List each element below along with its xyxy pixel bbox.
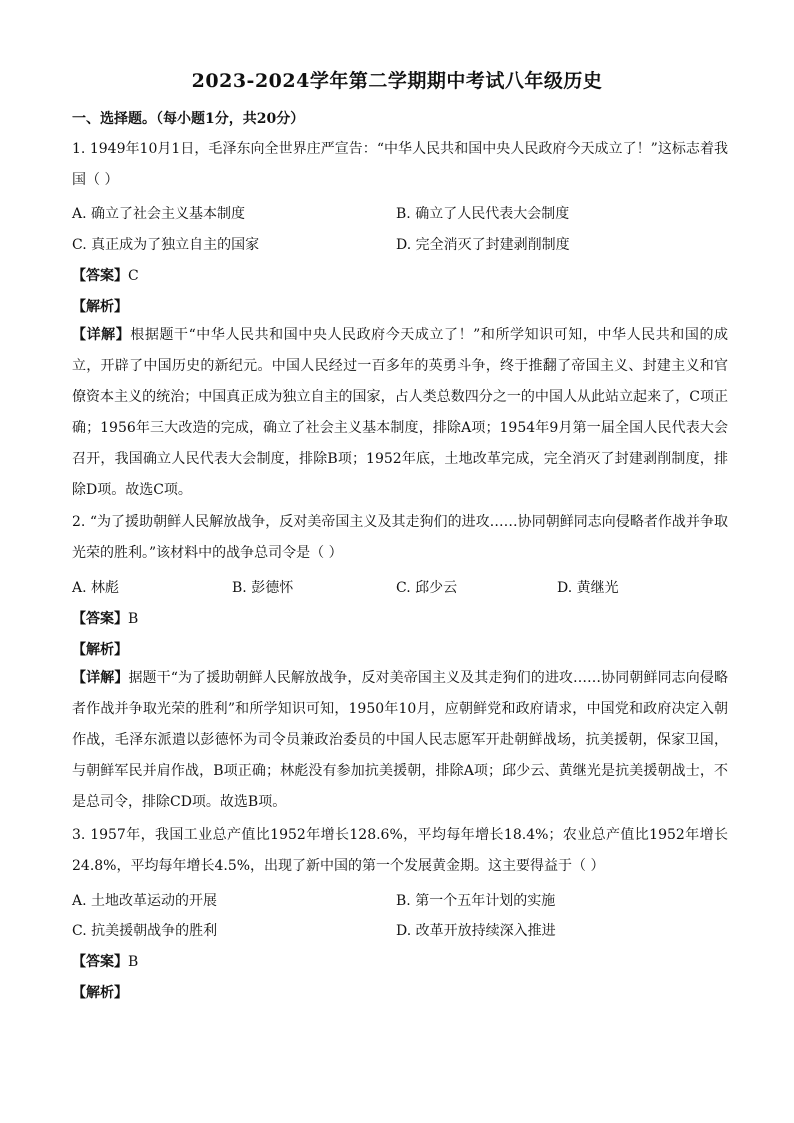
answer-value: B [128,954,139,970]
question-1-stem: 1. 1949年10月1日，毛泽东向全世界庄严宣告：“中华人民共和国中央人民政府今天成立了！”这标志着我国（ ） [72,141,728,188]
q1-option-d: D. 完全消灭了封建剥削制度 [396,237,570,253]
detail-label: 【详解】 [72,327,131,343]
answer-label: 【答案】 [72,954,128,970]
answer-label: 【答案】 [72,268,128,284]
q2-detail [72,663,728,818]
q3-option-b: B. 第一个五年计划的实施 [396,893,556,909]
detail-text: 据题干“为了援助朝鲜人民解放战争，反对美帝国主义及其走狗们的进攻……协同朝鲜同志向侵略者作战并争取光荣的胜利”和所学知识可知，1950年10月，应朝鲜党和政府请求，中国党和政府决定入朝作战，毛泽东派遣以彭德怀为司令员兼政治委员的中国人民志愿军开赴朝鲜战场，抗美援朝，保家卫国，与朝鲜军民并肩作战，B项正确；林彪没有参加抗美援朝，排除A项；邱少云、黄继光是抗美援朝战士，不是总司令，排除CD项。故选B项。 [72,670,729,810]
q1-option-b: B. 确立了人民代表大会制度 [396,206,570,222]
q3-analysis-label: 【解析】 [72,985,128,1001]
q2-option-c: C. 邱少云 [396,580,458,596]
q3-option-c: C. 抗美援朝战争的胜利 [72,923,218,939]
answer-value: B [128,611,139,627]
q3-option-d: D. 改革开放持续深入推进 [396,923,556,939]
detail-label: 【详解】 [72,670,129,686]
question-2-stem: 2. “为了援助朝鲜人民解放战争，反对美帝国主义及其走狗们的进攻……协同朝鲜同志向侵略者作战并争取光荣的胜利。”该材料中的战争总司令是（ ） [72,514,728,561]
q1-answer [72,265,139,285]
answer-value: C [128,268,139,284]
q2-option-a: A. 林彪 [72,580,120,596]
section-heading: 一、选择题。（每小题1分，共20分） [72,111,305,127]
q2-option-b: B. 彭德怀 [232,580,294,596]
detail-text: 根据题干“中华人民共和国中央人民政府今天成立了！”和所学知识可知，中华人民共和国的成立，开辟了中国历史的新纪元。中国人民经过一百多年的英勇斗争，终于推翻了帝国主义、封建主义和官僚资本主义的统治；中国真正成为独立自主的国家，占人类总数四分之一的中国人从此站立起来了，C项正确；1956年三大改造的完成，确立了社会主义基本制度，排除A项；1954年9月第一届全国人民代表大会召开，我国确立人民代表大会制度，排除B项；1952年底，土地改革完成，完全消灭了封建剥削制度，排除D项。故选C项。 [72,327,729,498]
q2-answer [72,608,138,628]
answer-label: 【答案】 [72,611,128,627]
q3-answer [72,951,138,971]
q1-option-c: C. 真正成为了独立自主的国家 [72,237,260,253]
q1-analysis-label: 【解析】 [72,299,128,315]
q3-option-a: A. 土地改革运动的开展 [72,893,218,909]
exam-title: 2023-2024学年第二学期期中考试八年级历史 [191,70,603,92]
question-3-stem: 3. 1957年，我国工业总产值比1952年增长128.6%，平均每年增长18.4%；农业总产值比1952年增长24.8%，平均每年增长4.5%，出现了新中国的第一个发展黄金期。这主要得益于（ ） [72,827,728,874]
q2-analysis-label: 【解析】 [72,642,128,658]
q2-option-d: D. 黄继光 [557,580,619,596]
q1-detail [72,320,728,506]
q1-option-a: A. 确立了社会主义基本制度 [72,206,246,222]
